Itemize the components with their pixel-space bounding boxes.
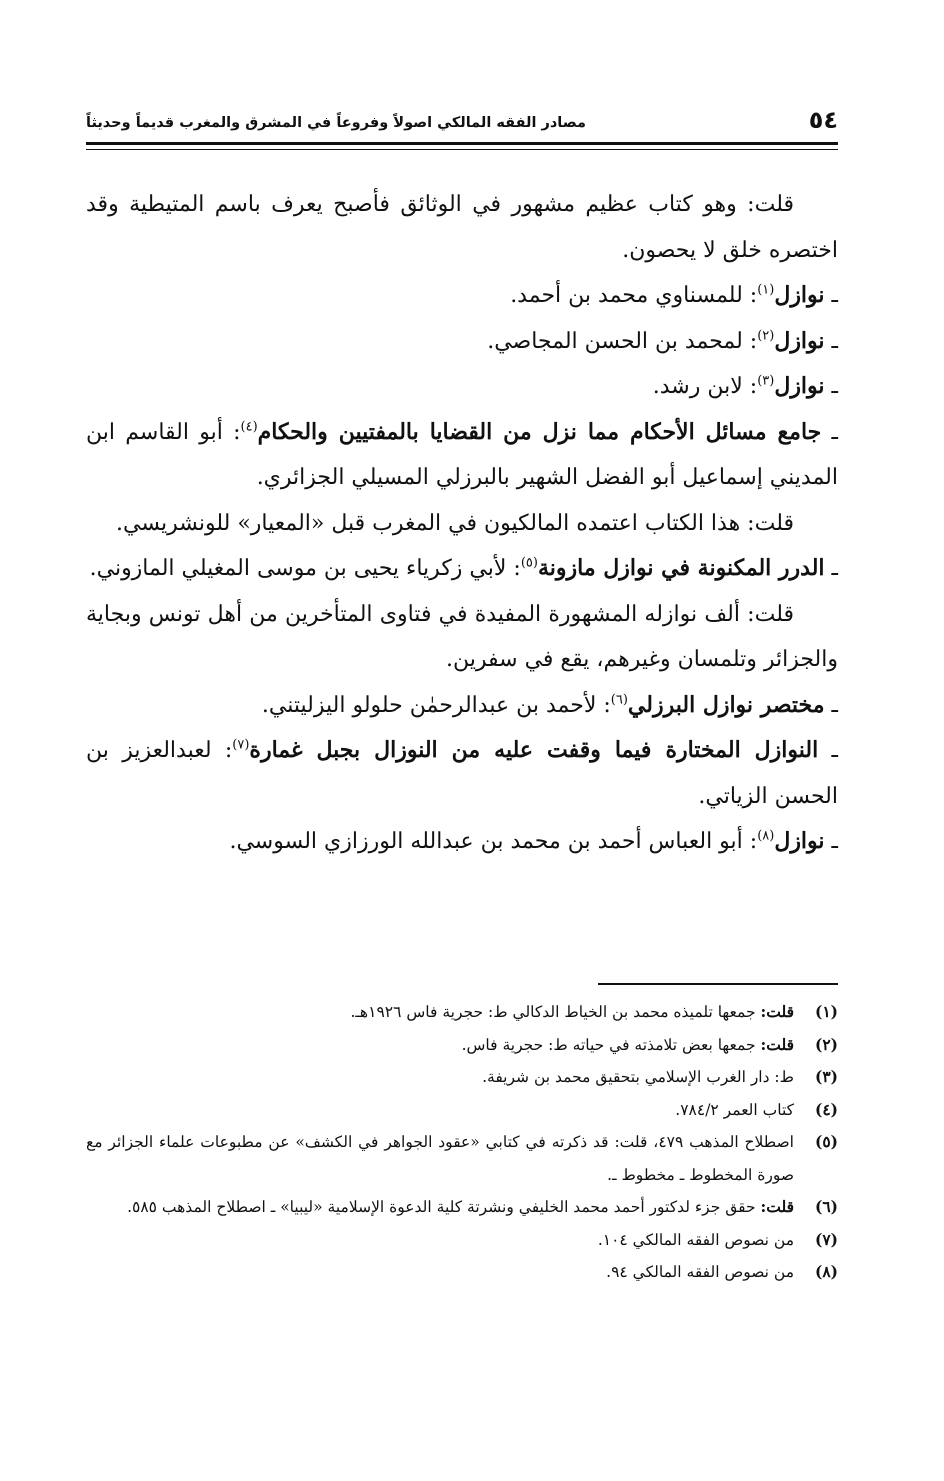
main-text <box>86 182 838 865</box>
footnote <box>86 1126 838 1191</box>
entry-title: مختصر نوازل البرزلي <box>627 691 825 718</box>
entry-dash: ـ <box>818 738 838 763</box>
page-header <box>86 104 838 144</box>
footnotes <box>86 996 838 1289</box>
footnote-text: ط: دار الغرب الإسلامي بتحقيق محمد بن شريفة. <box>482 1068 794 1086</box>
footnote <box>86 1094 838 1127</box>
footnote <box>86 1256 838 1289</box>
footnote-mark: (٥) <box>814 1132 838 1151</box>
header-rule-thin <box>86 149 838 150</box>
footnote-text: اصطلاح المذهب ٤٧٩، قلت: قد ذكرته في كتابي «عقود الجواهر في الكشف» عن مطبوعات علماء الجزائر مع صورة المخطوط ـ مخطوط ـ. <box>86 1133 794 1184</box>
footnote-ref: (١) <box>757 282 775 298</box>
footnote-ref: (٤) <box>240 419 258 435</box>
header-rule-thick <box>86 142 838 145</box>
entry-4 <box>86 410 838 501</box>
entry-dash: ـ <box>824 328 838 354</box>
entry-7 <box>86 728 838 819</box>
entry-title: جامع مسائل الأحكام مما نزل من القضايا بالمفتيين والحكام <box>257 418 822 445</box>
footnote-mark: (٤) <box>814 1099 838 1119</box>
footnote-mark: (٧) <box>814 1229 838 1249</box>
footnote-text: من نصوص الفقه المالكي ١٠٤. <box>597 1230 794 1249</box>
footnote-text: من نصوص الفقه المالكي ٩٤. <box>606 1263 794 1281</box>
entry-dash: ـ <box>824 283 838 308</box>
entry-dash: ـ <box>824 374 838 399</box>
entry-2 <box>86 319 838 365</box>
entry-text: : لمحمد بن الحسن المجاصي. <box>487 328 758 354</box>
entry-3 <box>86 364 838 410</box>
footnote-ref: (٨) <box>757 828 775 844</box>
entry-text: : لأحمد بن عبدالرحمٰن حلولو اليزليتني. <box>261 692 611 718</box>
entry-text: : أبو العباس أحمد بن محمد بن عبدالله الورزازي السوسي. <box>229 829 758 854</box>
entry-title: النوازل المختارة فيما وقفت عليه من النوزال بجبل غمارة <box>249 737 819 763</box>
entry-1 <box>86 273 838 319</box>
footnote-mark: (٢) <box>814 1034 838 1054</box>
footnote-lead: قلت: <box>760 1002 794 1021</box>
footnote-separator <box>598 983 838 985</box>
entry-dash: ـ <box>821 419 838 445</box>
entry-text: : لابن رشد. <box>652 374 758 399</box>
paragraph-2: قلت: هذا الكتاب اعتمده المالكيون في المغرب قبل «المعيار» للونشريسي. <box>116 510 794 536</box>
footnote-ref: (٧) <box>232 737 250 753</box>
footnote <box>86 1061 838 1094</box>
footnote-text: جمعها بعض تلامذته في حياته ط: حجرية فاس. <box>461 1035 761 1054</box>
footnote-lead: قلت: <box>760 1034 794 1054</box>
entry-title: الدرر المكنونة في نوازل مازونة <box>537 555 825 581</box>
entry-text: : أبو القاسم ابن المديني إسماعيل أبو الفضل الشهير بالبرزلي المسيلي الجزائري. <box>86 419 838 490</box>
footnote-lead: قلت: <box>760 1197 794 1216</box>
footnote-ref: (٦) <box>610 692 628 708</box>
footnote-mark: (٨) <box>814 1262 838 1281</box>
paragraph-1: قلت: وهو كتاب عظيم مشهور في الوثائق فأصبح يعرف باسم المتيطية وقد اختصره خلق لا يحصون. <box>86 192 838 263</box>
footnote <box>86 1029 838 1062</box>
page-number: ٥٤ <box>808 106 838 134</box>
entry-text: : للمسناوي محمد بن أحمد. <box>510 283 758 308</box>
entry-title: نوازل <box>774 373 825 399</box>
footnote-mark: (٣) <box>814 1067 838 1086</box>
paragraph-3: قلت: ألف نوازله المشهورة المفيدة في فتاوى المتأخرين من أهل تونس وبجاية والجزائر وتلمسان وغيرهم، يقع في سفرين. <box>86 601 838 672</box>
footnote <box>86 996 838 1029</box>
footnote-ref: (٥) <box>520 555 538 571</box>
footnote-ref: (٣) <box>757 373 775 389</box>
running-title: مصادر الفقه المالكي اصولاً وفروعاً في المشرق والمغرب قديماً وحديثاً <box>86 115 586 131</box>
entry-8 <box>86 819 838 865</box>
entry-dash: ـ <box>824 556 838 581</box>
footnote-text: جمعها تلميذه محمد بن الخياط الدكالي ط: حجرية فاس ١٩٢٦هـ. <box>350 1003 761 1021</box>
footnote-mark: (٦) <box>814 1197 838 1216</box>
footnote <box>86 1191 838 1224</box>
entry-title: نوازل <box>774 828 825 854</box>
entry-title: نوازل <box>774 327 825 354</box>
entry-6 <box>86 683 838 729</box>
entry-5 <box>86 546 838 592</box>
footnote <box>86 1224 838 1257</box>
entry-text: : لعبدالعزيز بن الحسن الزياتي. <box>86 738 838 809</box>
footnote-text: كتاب العمر ٧٨٤/٢. <box>675 1100 794 1119</box>
footnote-mark: (١) <box>814 1002 838 1021</box>
entry-title: نوازل <box>774 282 825 308</box>
entry-dash: ـ <box>824 692 838 718</box>
entry-dash: ـ <box>824 829 838 854</box>
entry-text: : لأبي زكرياء يحيى بن موسى المغيلي المازوني. <box>89 556 521 581</box>
footnote-ref: (٢) <box>757 328 775 344</box>
footnote-text: حقق جزء لدكتور أحمد محمد الخليفي ونشرتة كلية الدعوة الإسلامية «ليبيا» ـ اصطلاح المذهب ٥٨٥. <box>127 1198 761 1216</box>
